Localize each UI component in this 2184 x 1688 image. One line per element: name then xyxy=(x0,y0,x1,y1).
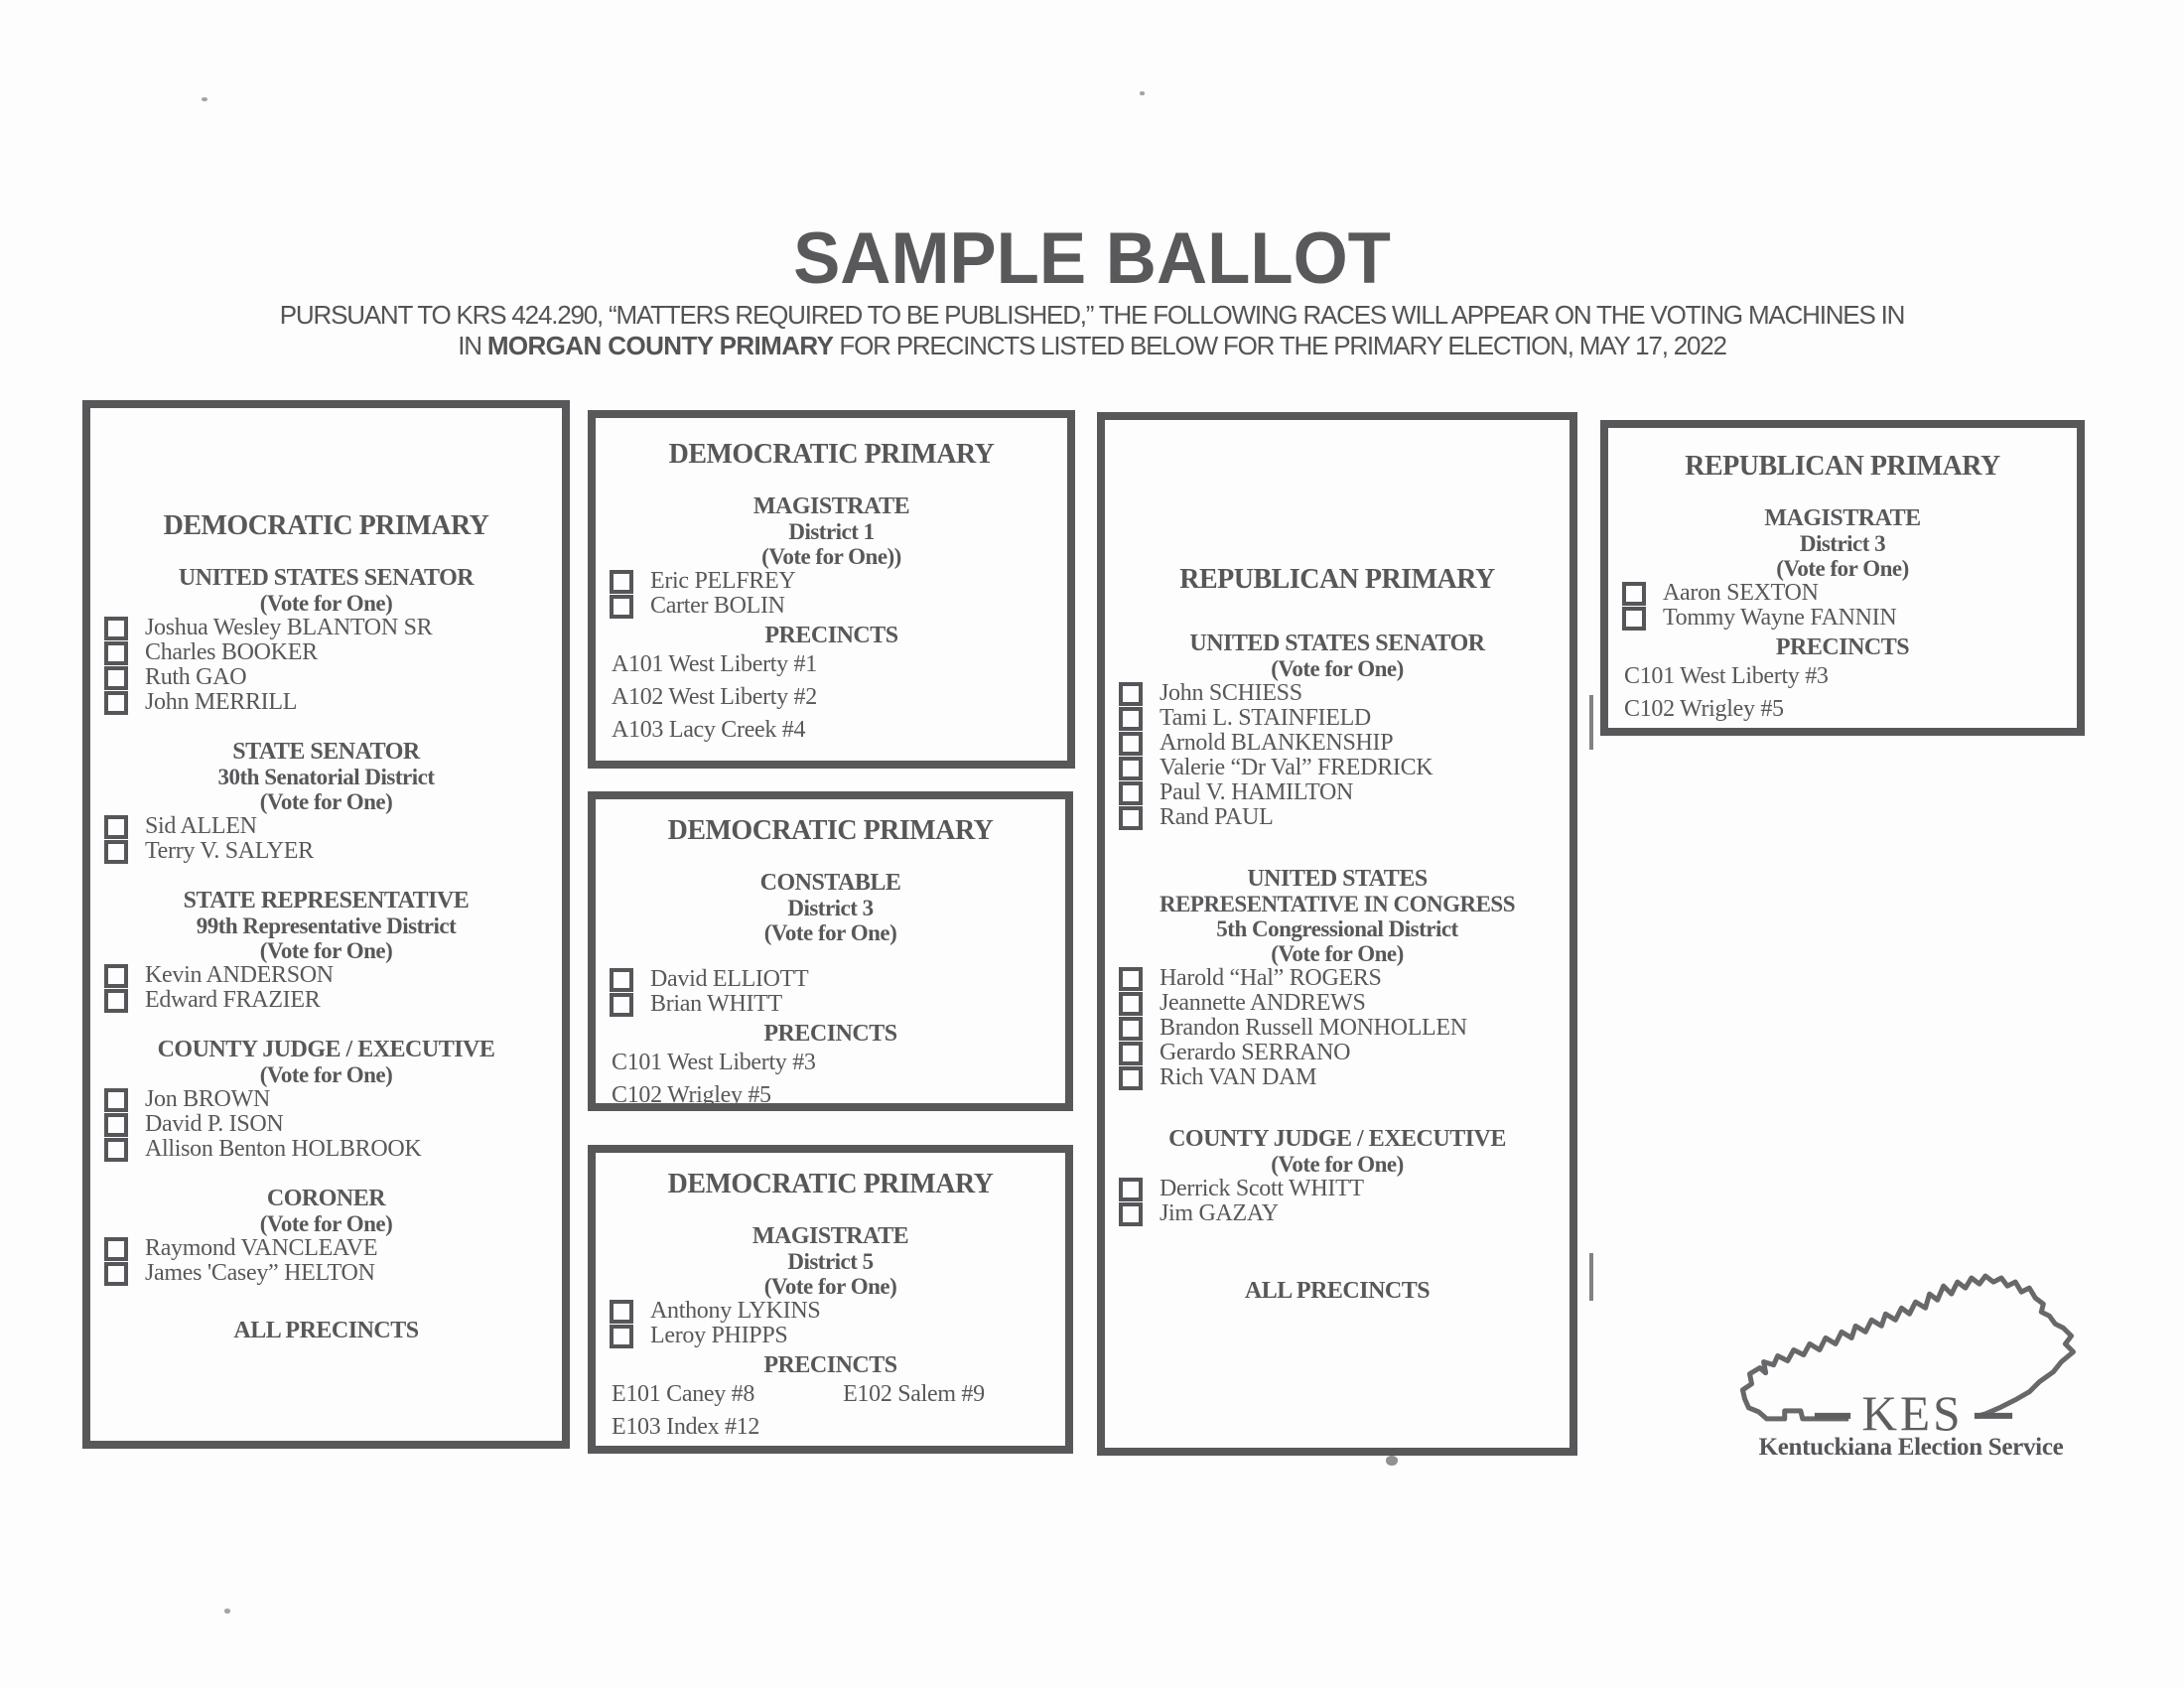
race-office: CORONER xyxy=(266,1186,386,1211)
race-office: MAGISTRATE xyxy=(751,1223,909,1249)
race-district: REPRESENTATIVE IN CONGRESS xyxy=(1159,892,1516,916)
candidate-name: John MERRILL xyxy=(145,689,298,715)
race xyxy=(90,565,562,715)
candidate-checkbox[interactable] xyxy=(610,968,633,992)
logo-acronym: KES xyxy=(1861,1385,1964,1434)
box-title: DEMOCRATIC PRIMARY xyxy=(667,815,994,846)
candidate-checkbox[interactable] xyxy=(1119,1017,1143,1041)
precinct-row xyxy=(1624,660,2077,693)
candidate-row xyxy=(90,616,562,640)
precinct-row xyxy=(1624,693,2077,726)
candidate-checkbox[interactable] xyxy=(610,1300,633,1324)
candidate-row xyxy=(1105,991,1570,1016)
candidate-name: Derrick Scott WHITT xyxy=(1160,1176,1364,1201)
precinct-row xyxy=(612,648,1067,681)
race xyxy=(90,1037,562,1162)
candidate-name: Valerie “Dr Val” FREDRICK xyxy=(1160,755,1433,780)
candidate-name: David ELLIOTT xyxy=(650,966,809,992)
candidate-checkbox[interactable] xyxy=(1119,992,1143,1016)
precinct-name: C101 West Liberty #3 xyxy=(1624,663,1829,689)
candidate-checkbox[interactable] xyxy=(1119,707,1143,731)
candidate-row xyxy=(1105,681,1570,706)
candidate-checkbox[interactable] xyxy=(104,691,128,715)
candidate-list xyxy=(1105,966,1570,1090)
candidate-name: Eric PELFREY xyxy=(650,568,796,594)
candidate-row xyxy=(596,1299,1065,1324)
race-office: MAGISTRATE xyxy=(752,493,910,519)
ballot-box-rep-main xyxy=(1097,412,1577,1456)
precinct-name: E101 Caney #8 xyxy=(612,1381,755,1407)
candidate-name: Terry V. SALYER xyxy=(145,838,314,864)
candidate-row xyxy=(90,963,562,988)
candidate-name: Kevin ANDERSON xyxy=(145,962,334,988)
precinct-name: A102 West Liberty #2 xyxy=(612,684,817,710)
candidate-name: Charles BOOKER xyxy=(145,639,318,665)
box-body xyxy=(596,1223,1065,1444)
race xyxy=(1105,1126,1570,1226)
precincts-heading: PRECINCTS xyxy=(764,623,898,648)
box-body xyxy=(596,493,1067,747)
box-title: REPUBLICAN PRIMARY xyxy=(1685,451,2000,482)
race-district: 30th Senatorial District xyxy=(217,765,435,789)
race-district: District 3 xyxy=(787,896,874,920)
race-district: 5th Congressional District xyxy=(1216,916,1458,941)
candidate-row xyxy=(596,1324,1065,1348)
vote-instruction: (Vote for One) xyxy=(1271,1152,1404,1177)
precinct-row xyxy=(612,714,1067,747)
precinct-name: C101 West Liberty #3 xyxy=(612,1050,816,1075)
candidate-checkbox[interactable] xyxy=(104,666,128,690)
subtitle-line2-county: MORGAN COUNTY PRIMARY xyxy=(486,331,834,360)
candidate-name: Tommy Wayne FANNIN xyxy=(1663,605,1897,631)
box-title: DEMOCRATIC PRIMARY xyxy=(667,1169,994,1199)
kentucky-outline-icon xyxy=(1737,1269,2085,1434)
box-title: DEMOCRATIC PRIMARY xyxy=(163,510,489,541)
candidate-checkbox[interactable] xyxy=(610,570,633,594)
candidate-checkbox[interactable] xyxy=(1119,1042,1143,1065)
candidate-row xyxy=(1105,780,1570,805)
precinct-scope: ALL PRECINCTS xyxy=(1244,1278,1431,1304)
candidate-row xyxy=(90,988,562,1013)
candidate-name: David P. ISON xyxy=(145,1111,284,1137)
race xyxy=(596,1223,1065,1348)
race xyxy=(596,870,1065,1017)
race-office: UNITED STATES SENATOR xyxy=(1189,631,1485,656)
candidate-name: Harold “Hal” ROGERS xyxy=(1160,965,1382,991)
candidate-list xyxy=(1105,1177,1570,1226)
candidate-checkbox[interactable] xyxy=(104,840,128,864)
candidate-checkbox[interactable] xyxy=(610,595,633,619)
candidate-name: Edward FRAZIER xyxy=(145,987,321,1013)
candidate-list xyxy=(596,967,1065,1017)
candidate-name: Joshua Wesley BLANTON SR xyxy=(145,615,433,640)
candidate-name: Carter BOLIN xyxy=(650,593,785,619)
candidate-list xyxy=(1105,681,1570,830)
candidate-row xyxy=(596,594,1067,619)
candidate-row xyxy=(90,640,562,665)
vote-instruction: (Vote for One) xyxy=(1776,556,1909,581)
vote-instruction: (Vote for One)) xyxy=(761,544,901,569)
vote-instruction: (Vote for One) xyxy=(1271,656,1404,681)
ballot-box-dem-main xyxy=(82,400,570,1449)
race-office: UNITED STATES SENATOR xyxy=(178,565,475,591)
precinct-name: C102 Wrigley #5 xyxy=(612,1082,771,1108)
candidate-row xyxy=(90,1137,562,1162)
candidate-name: Allison Benton HOLBROOK xyxy=(145,1136,422,1162)
candidate-checkbox[interactable] xyxy=(1119,781,1143,805)
precinct-list xyxy=(596,648,1067,747)
candidate-name: Arnold BLANKENSHIP xyxy=(1160,730,1394,756)
race xyxy=(596,493,1067,619)
logo-name: Kentuckiana Election Service xyxy=(1758,1434,2064,1461)
precinct-list xyxy=(596,1378,1065,1444)
candidate-checkbox[interactable] xyxy=(104,1088,128,1112)
race-office: STATE SENATOR xyxy=(232,739,420,765)
ballot-box-dem-mag5 xyxy=(588,1145,1073,1454)
precinct-row xyxy=(612,1079,1065,1112)
precinct-list xyxy=(596,1047,1065,1112)
candidate-name: Brandon Russell MONHOLLEN xyxy=(1160,1015,1467,1041)
box-title: REPUBLICAN PRIMARY xyxy=(1179,564,1495,595)
vote-instruction: (Vote for One) xyxy=(1271,941,1404,966)
precinct-list xyxy=(1608,660,2077,726)
candidate-row xyxy=(90,1236,562,1261)
precinct-row xyxy=(612,681,1067,714)
race-district: District 1 xyxy=(788,519,875,544)
race-office: UNITED STATES xyxy=(1247,866,1428,892)
candidate-row xyxy=(90,690,562,715)
candidate-list xyxy=(596,569,1067,619)
candidate-row xyxy=(90,665,562,690)
candidate-name: Brian WHITT xyxy=(650,991,782,1017)
candidate-name: Jon BROWN xyxy=(145,1086,270,1112)
candidate-list xyxy=(90,616,562,715)
vote-instruction: (Vote for One) xyxy=(259,1062,393,1087)
candidate-row xyxy=(596,569,1067,594)
precinct-name: E102 Salem #9 xyxy=(843,1381,985,1407)
vote-instruction: (Vote for One) xyxy=(259,789,393,814)
candidate-name: Aaron SEXTON xyxy=(1663,580,1819,606)
scan-artifact xyxy=(1140,91,1145,95)
candidate-checkbox[interactable] xyxy=(1119,682,1143,706)
precincts-heading: PRECINCTS xyxy=(763,1352,897,1378)
candidate-checkbox[interactable] xyxy=(1119,757,1143,780)
candidate-checkbox[interactable] xyxy=(1119,732,1143,756)
scan-artifact xyxy=(1589,1253,1593,1301)
race xyxy=(90,1186,562,1286)
ballot-box-rep-mag3 xyxy=(1600,420,2085,736)
candidate-checkbox[interactable] xyxy=(104,964,128,988)
candidate-name: Jim GAZAY xyxy=(1160,1200,1279,1226)
kes-logo xyxy=(1737,1269,2085,1462)
precinct-row xyxy=(612,1378,1065,1411)
candidate-name: Leroy PHIPPS xyxy=(650,1323,788,1348)
candidate-row xyxy=(1105,1016,1570,1041)
race-office: STATE REPRESENTATIVE xyxy=(183,888,470,914)
candidate-row xyxy=(1608,581,2077,606)
candidate-name: Sid ALLEN xyxy=(145,813,257,839)
candidate-checkbox[interactable] xyxy=(104,1262,128,1286)
subtitle-line2 xyxy=(0,331,2184,361)
candidate-name: Raymond VANCLEAVE xyxy=(145,1235,378,1261)
box-body xyxy=(1105,631,1570,1305)
candidate-row xyxy=(90,839,562,864)
candidate-row xyxy=(596,967,1065,992)
candidate-name: Jeannette ANDREWS xyxy=(1160,990,1366,1016)
candidate-row xyxy=(1105,706,1570,731)
race-office: COUNTY JUDGE / EXECUTIVE xyxy=(157,1037,495,1062)
race xyxy=(1608,505,2077,631)
ballot-box-dem-const3 xyxy=(588,791,1073,1111)
candidate-row xyxy=(90,1261,562,1286)
box-title: DEMOCRATIC PRIMARY xyxy=(668,439,995,470)
candidate-row xyxy=(1608,606,2077,631)
race xyxy=(90,739,562,864)
race xyxy=(90,888,562,1013)
subtitle-line2-suffix: FOR PRECINCTS LISTED BELOW FOR THE PRIMARY ELECTION, MAY 17, 2022 xyxy=(833,331,1726,360)
candidate-name: Paul V. HAMILTON xyxy=(1160,779,1354,805)
subtitle-line1: PURSUANT TO KRS 424.290, “MATTERS REQUIRED TO BE PUBLISHED,” THE FOLLOWING RACES WILL APPEAR ON THE VOTING MACHINES IN xyxy=(279,300,1905,330)
subtitle-line2-prefix: IN xyxy=(458,331,487,360)
candidate-checkbox[interactable] xyxy=(1119,967,1143,991)
candidate-row xyxy=(90,1087,562,1112)
vote-instruction: (Vote for One) xyxy=(763,1274,897,1299)
candidate-name: Gerardo SERRANO xyxy=(1160,1040,1351,1065)
vote-instruction: (Vote for One) xyxy=(259,1211,393,1236)
vote-instruction: (Vote for One) xyxy=(259,938,393,963)
race-office: MAGISTRATE xyxy=(1764,505,1921,531)
candidate-list xyxy=(90,814,562,864)
precinct-name: A103 Lacy Creek #4 xyxy=(612,717,806,743)
candidate-list xyxy=(1608,581,2077,631)
precinct-row xyxy=(612,1411,1065,1444)
candidate-list xyxy=(90,1236,562,1286)
candidate-name: John SCHIESS xyxy=(1160,680,1302,706)
candidate-list xyxy=(596,1299,1065,1348)
candidate-checkbox[interactable] xyxy=(1119,1202,1143,1226)
race-district: District 3 xyxy=(1799,531,1886,556)
candidate-checkbox[interactable] xyxy=(1119,806,1143,830)
candidate-row xyxy=(1105,756,1570,780)
precincts-heading: PRECINCTS xyxy=(763,1021,897,1047)
race xyxy=(1105,866,1570,1090)
race-district: District 5 xyxy=(787,1249,874,1274)
header xyxy=(0,218,2184,361)
precincts-heading: PRECINCTS xyxy=(1775,634,1910,660)
candidate-list xyxy=(90,1087,562,1162)
candidate-checkbox[interactable] xyxy=(1119,1066,1143,1090)
candidate-row xyxy=(596,992,1065,1017)
race-office: CONSTABLE xyxy=(759,870,901,896)
candidate-checkbox[interactable] xyxy=(104,641,128,665)
candidate-checkbox[interactable] xyxy=(1119,1178,1143,1201)
candidate-checkbox[interactable] xyxy=(1622,607,1646,631)
candidate-checkbox[interactable] xyxy=(104,1237,128,1261)
candidate-name: James 'Casey” HELTON xyxy=(145,1260,375,1286)
candidate-row xyxy=(1105,805,1570,830)
precinct-name: C102 Wrigley #5 xyxy=(1624,696,1784,722)
precinct-name: E103 Index #12 xyxy=(612,1414,760,1440)
box-body xyxy=(1608,505,2077,726)
candidate-name: Anthony LYKINS xyxy=(650,1298,821,1324)
candidate-list xyxy=(90,963,562,1013)
candidate-checkbox[interactable] xyxy=(104,989,128,1013)
candidate-row xyxy=(1105,731,1570,756)
candidate-checkbox[interactable] xyxy=(104,815,128,839)
candidate-row xyxy=(1105,1177,1570,1201)
page-title: SAMPLE BALLOT xyxy=(793,218,1391,299)
vote-instruction: (Vote for One) xyxy=(259,591,393,616)
candidate-row xyxy=(1105,1041,1570,1065)
box-body xyxy=(90,565,562,1344)
vote-instruction: (Vote for One) xyxy=(763,920,897,945)
candidate-name: Tami L. STAINFIELD xyxy=(1160,705,1371,731)
scan-artifact xyxy=(1386,1456,1398,1466)
race-office: COUNTY JUDGE / EXECUTIVE xyxy=(1168,1126,1506,1152)
candidate-checkbox[interactable] xyxy=(1622,582,1646,606)
candidate-row xyxy=(1105,966,1570,991)
precinct-row xyxy=(612,1047,1065,1079)
scan-artifact xyxy=(202,97,207,101)
precinct-name: A101 West Liberty #1 xyxy=(612,651,817,677)
scan-artifact xyxy=(1589,695,1593,750)
candidate-name: Rich VAN DAM xyxy=(1160,1064,1317,1090)
candidate-row xyxy=(90,814,562,839)
candidate-checkbox[interactable] xyxy=(104,1138,128,1162)
candidate-name: Ruth GAO xyxy=(145,664,247,690)
race xyxy=(1105,631,1570,830)
race-district: 99th Representative District xyxy=(196,914,457,938)
candidate-checkbox[interactable] xyxy=(610,1325,633,1348)
candidate-checkbox[interactable] xyxy=(104,617,128,640)
candidate-row xyxy=(1105,1065,1570,1090)
candidate-row xyxy=(90,1112,562,1137)
scan-artifact xyxy=(224,1609,230,1614)
candidate-checkbox[interactable] xyxy=(610,993,633,1017)
candidate-name: Rand PAUL xyxy=(1160,804,1274,830)
box-body xyxy=(596,870,1065,1112)
candidate-row xyxy=(1105,1201,1570,1226)
ballot-box-dem-mag1 xyxy=(588,410,1075,769)
candidate-checkbox[interactable] xyxy=(104,1113,128,1137)
precinct-scope: ALL PRECINCTS xyxy=(233,1318,419,1343)
